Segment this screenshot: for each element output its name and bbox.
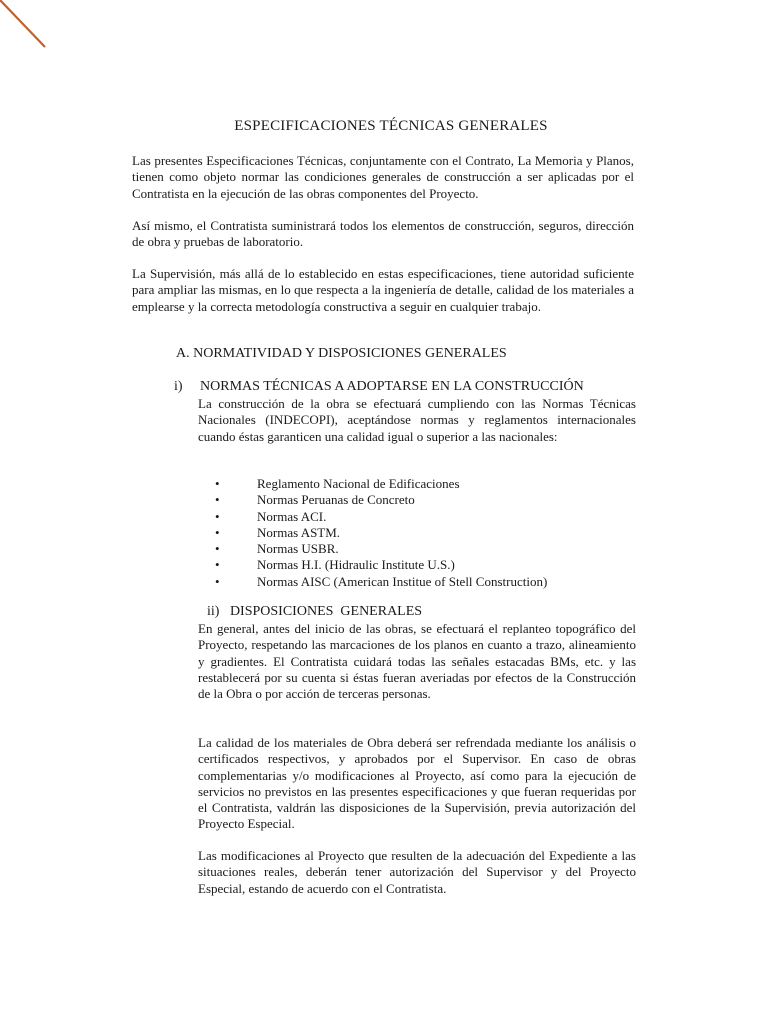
subsection-ii-paragraph-2: La calidad de los materiales de Obra deberá ser refrendada mediante los análisis o certificados respectivos, y aprobados por el Supervisor. En caso de obras complementarias y/o modificaciones al Proyecto, así como para la ejecución de servicios no previstos en las presentes especificaciones y que fueran requeridas por el Contratista, valdrán las disposiciones de la Supervisión, previa autorización del Proyecto Especial. xyxy=(198,735,636,832)
list-item: • Normas ASTM. xyxy=(210,525,547,541)
list-item: • Normas ACI. xyxy=(210,509,547,525)
subsection-ii-paragraph-3: Las modificaciones al Proyecto que resulten de la adecuación del Expediente a las situaciones reales, deberán tener autorización del Supervisor y del Proyecto Especial, estando de acuerdo con el Contratista. xyxy=(198,848,636,896)
intro-paragraph-3: La Supervisión, más allá de lo establecido en estas especificaciones, tiene autoridad suficiente para ampliar las mismas, en lo que respecta a la ingeniería de detalle, calidad de los materiales a emplearse y la correcta metodología constructiva a seguir en cualquier trabajo. xyxy=(132,266,634,314)
list-item: • Reglamento Nacional de Edificaciones xyxy=(210,476,547,492)
norms-list xyxy=(210,476,547,590)
subsection-i-paragraph: La construcción de la obra se efectuará cumpliendo con las Normas Técnicas Nacionales (INDECOPI), aceptándose normas y reglamentos internacionales cuando éstas garanticen una calidad igual o superior a las nacionales: xyxy=(198,396,636,444)
page-corner-mark xyxy=(0,0,60,60)
bullet-icon: • xyxy=(215,541,220,557)
section-a-heading: A. NORMATIVIDAD Y DISPOSICIONES GENERALES xyxy=(176,346,507,361)
list-item: • Normas AISC (American Institue of Stell Construction) xyxy=(210,574,547,590)
intro-paragraph-2: Así mismo, el Contratista suministrará todos los elementos de construcción, seguros, dirección de obra y pruebas de laboratorio. xyxy=(132,218,634,250)
subsection-ii-heading: ii) DISPOSICIONES GENERALES xyxy=(207,604,423,619)
list-item: • Normas USBR. xyxy=(210,541,547,557)
subsection-i-heading: i) NORMAS TÉCNICAS A ADOPTARSE EN LA CONSTRUCCIÓN xyxy=(174,379,584,394)
list-item: • Normas H.I. (Hidraulic Institute U.S.) xyxy=(210,557,547,573)
list-item: • Normas Peruanas de Concreto xyxy=(210,492,547,508)
bullet-icon: • xyxy=(215,573,220,589)
bullet-icon: • xyxy=(215,492,220,508)
bullet-icon: • xyxy=(215,508,220,524)
subsection-ii-paragraph-1: En general, antes del inicio de las obras, se efectuará el replanteo topográfico del Proyecto, respetando las marcaciones de los planos en cuanto a trazo, alineamiento y gradientes. El Contratista cuidará todas las señales estacadas BMs, etc. y las restablecerá por su cuenta si éstas fueran averiadas por efectos de la Construcción de la Obra o por acción de terceras personas. xyxy=(198,621,636,702)
bullet-icon: • xyxy=(215,557,220,573)
bullet-icon: • xyxy=(215,524,220,540)
bullet-icon: • xyxy=(215,476,220,491)
intro-paragraph-1: Las presentes Especificaciones Técnicas, conjuntamente con el Contrato, La Memoria y Planos, tienen como objeto normar las condiciones generales de construcción a ser aplicadas por el Contratista en la ejecución de las obras componentes del Proyecto. xyxy=(132,153,634,201)
document-title: ESPECIFICACIONES TÉCNICAS GENERALES xyxy=(234,118,548,134)
